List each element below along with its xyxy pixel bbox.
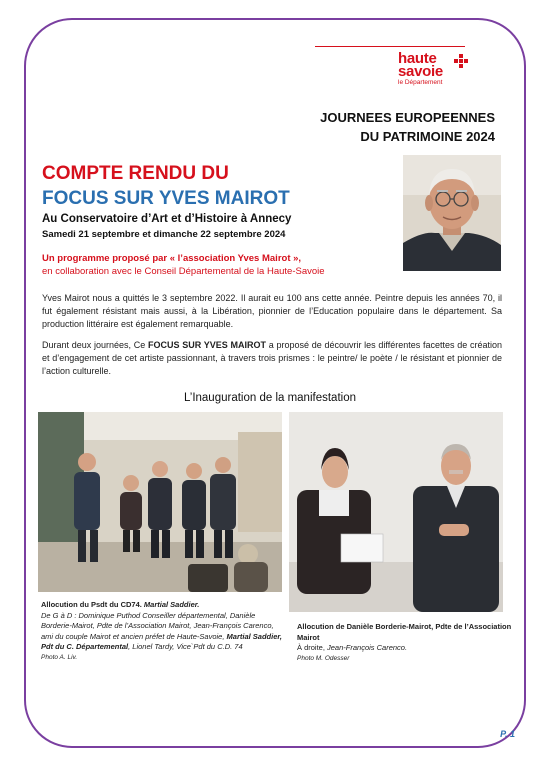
focus-paragraph-c: a proposé de découvrir les différentes facettes de création et d’engagement de cet artiste passionnant, à travers trois prismes : le peintre/ le poète / le résistant et pionnier de l’action culturelle. [42,340,502,376]
logo-line3: le Département [398,79,443,86]
portrait-photo [403,155,501,271]
page-number: P. 1 [500,729,515,739]
program-line1: Un programme proposé par « l’association Yves Mairot », [42,253,302,264]
event-line1: JOURNEES EUROPEENNES [320,110,495,125]
logo-line1: haute [398,50,437,67]
speech-photo-caption [297,622,512,664]
focus-title: FOCUS SUR YVES MAIROT [42,188,290,209]
caption1-title-a: Allocution du Psdt du CD74. [41,600,144,609]
focus-paragraph-a: Durant deux journées, Ce [42,340,148,350]
caption2-desc-b: Jean-François Carenco. [327,643,408,652]
program-line2: en collaboration avec le Conseil Départemental de la Haute-Savoie [42,266,325,277]
inauguration-group-photo [38,412,282,592]
caption1-desc-a: De G à D : Dominique Puthod Conseiller départemental, Danièle Borderie-Mairot, Pdte de l’Association Mairot, Jean-François Carenco, ami du couple Mairot et ancien préfet de Haute-Savoie, [41,610,274,641]
event-line2: DU PATRIMOINE 2024 [360,129,495,144]
brand-rule [315,46,465,47]
group-photo-caption [41,600,286,663]
speech-photo [289,412,503,612]
caption2-title: Allocution de Danièle Borderie-Mairot, Pdte de l’Association Mairot [297,622,512,642]
focus-paragraph [42,339,502,378]
logo-line2: savoie [398,63,443,80]
focus-paragraph-bold: FOCUS SUR YVES MAIROT [147,340,266,350]
caption2-desc-a: À droite, [297,643,328,652]
caption1-desc-b: Martial Saddier, Pdt du C. Départemental [41,631,282,651]
haute-savoie-logo [398,52,478,102]
intro-paragraph: Yves Mairot nous a quittés le 3 septembre 2022. Il aurait eu 100 ans cette année. Peintre depuis les années 70, il fut également résistant mais aussi, à la Libération, pionnier de l’Education populaire dans le département. Sa production littéraire est également remarquable. [42,293,502,329]
venue-subtitle: Au Conservatoire d’Art et d’Histoire à Annecy [42,213,292,225]
caption1-title-b: Martial Saddier. [143,600,200,609]
caption1-desc-c: , Lionel Tardy, Vice`Pdt du C.D. 74 [128,642,243,651]
logo-squares-icon [454,54,468,68]
dates-subtitle: Samedi 21 septembre et dimanche 22 septembre 2024 [42,229,286,240]
caption1-credit: Photo A. Liv. [41,653,78,661]
report-title: COMPTE RENDU DU [42,163,229,184]
section-heading: L’Inauguration de la manifestation [184,392,356,404]
event-heading [320,108,495,146]
caption2-credit: Photo M. Odesser [297,654,350,662]
